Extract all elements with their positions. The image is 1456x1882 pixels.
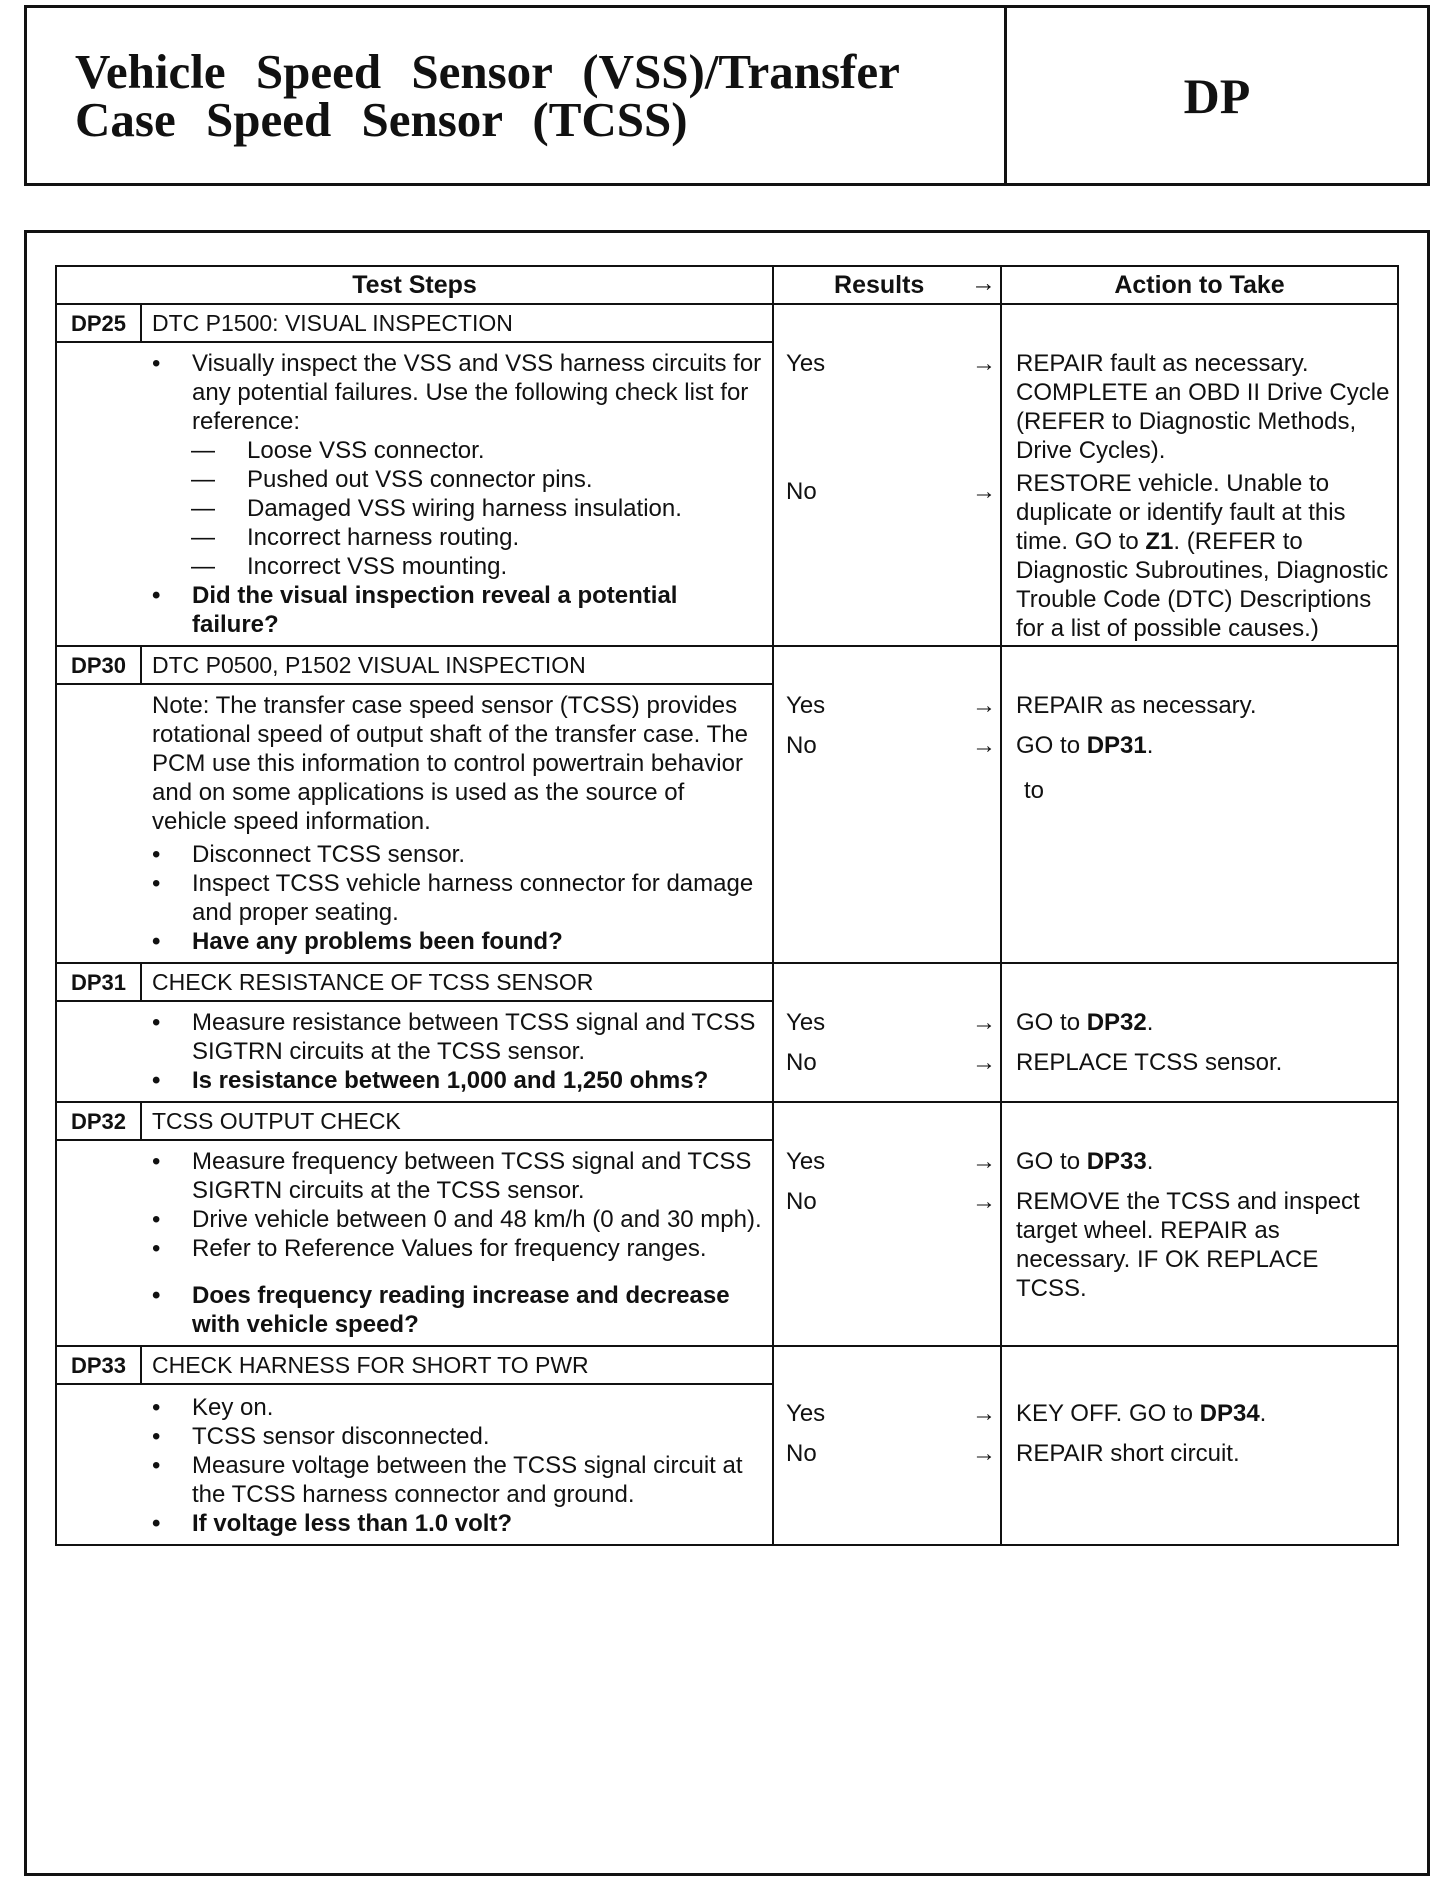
col-header-action: Action to Take bbox=[1001, 266, 1398, 304]
action-cell bbox=[1001, 963, 1398, 1102]
step-code: DP30 bbox=[56, 646, 141, 684]
test-steps-table bbox=[55, 265, 1399, 1546]
arrow-icon: → bbox=[972, 1400, 997, 1427]
step-bullet: • Visually inspect the VSS and VSS harness circuits for any potential failures. Use the following check list for reference: bbox=[57, 349, 764, 436]
arrow-icon: → bbox=[972, 1009, 997, 1036]
arrow-icon: → bbox=[972, 692, 997, 719]
checklist-item: — Pushed out VSS connector pins. bbox=[57, 465, 764, 494]
action-yes: GO to DP33. bbox=[1016, 1148, 1154, 1175]
col-header-results bbox=[773, 266, 1001, 304]
step-description bbox=[56, 1140, 773, 1346]
action-cell bbox=[1001, 1346, 1398, 1545]
step-bullet: • Measure resistance between TCSS signal and TCSS SIGTRN circuits at the TCSS sensor. bbox=[57, 1008, 764, 1066]
col-header-results-label: Results bbox=[834, 270, 925, 299]
page-header bbox=[24, 5, 1430, 186]
step-code: DP25 bbox=[56, 304, 141, 342]
arrow-icon: → bbox=[972, 732, 997, 759]
step-title-row bbox=[56, 1102, 1398, 1140]
result-yes: Yes bbox=[786, 350, 826, 377]
step-description bbox=[56, 1001, 773, 1102]
header-title-cell bbox=[27, 8, 1007, 183]
results-cell bbox=[773, 1102, 1001, 1346]
action-no: REPLACE TCSS sensor. bbox=[1016, 1049, 1283, 1076]
col-header-test-steps: Test Steps bbox=[56, 266, 773, 304]
title-line-1: Vehicle Speed Sensor (VSS)/Transfer bbox=[75, 43, 900, 99]
step-description bbox=[56, 342, 773, 646]
step-title: CHECK HARNESS FOR SHORT TO PWR bbox=[141, 1346, 773, 1384]
section-code: DP bbox=[1183, 67, 1251, 124]
step-title-row bbox=[56, 1346, 1398, 1384]
result-no: No bbox=[786, 1440, 817, 1467]
step-question: • If voltage less than 1.0 volt? bbox=[57, 1509, 764, 1538]
result-yes: Yes bbox=[786, 1009, 826, 1036]
checklist-item: — Incorrect harness routing. bbox=[57, 523, 764, 552]
result-no: No bbox=[786, 1049, 817, 1076]
action-no: REPAIR short circuit. bbox=[1016, 1440, 1240, 1467]
step-question: • Is resistance between 1,000 and 1,250 ohms? bbox=[57, 1066, 764, 1095]
arrow-icon: → bbox=[972, 478, 997, 505]
result-no: No bbox=[786, 732, 817, 759]
step-note: Note: The transfer case speed sensor (TCSS) provides rotational speed of output shaft of the transfer case. The PCM use this information to control powertrain behavior and on some applications is used as the source of vehicle speed information. bbox=[152, 692, 748, 835]
step-bullet: • Measure voltage between the TCSS signal circuit at the TCSS harness connector and ground. bbox=[57, 1451, 764, 1509]
arrow-icon: → bbox=[972, 1188, 997, 1215]
step-bullet: • Drive vehicle between 0 and 48 km/h (0 and 30 mph). bbox=[57, 1205, 764, 1234]
title-line-2: Case Speed Sensor (TCSS) bbox=[75, 91, 688, 147]
step-title: DTC P0500, P1502 VISUAL INSPECTION bbox=[141, 646, 773, 684]
result-yes: Yes bbox=[786, 692, 826, 719]
step-description bbox=[56, 684, 773, 963]
step-bullet: • Disconnect TCSS sensor. bbox=[57, 840, 764, 869]
action-yes: GO to DP32. bbox=[1016, 1009, 1154, 1036]
result-yes: Yes bbox=[786, 1148, 826, 1175]
arrow-icon: → bbox=[972, 1148, 997, 1175]
step-bullet: • Key on. bbox=[57, 1393, 764, 1422]
result-no: No bbox=[786, 478, 817, 505]
action-cell bbox=[1001, 304, 1398, 646]
arrow-icon: → bbox=[971, 269, 997, 297]
action-no: RESTORE vehicle. Unable to duplicate or identify fault at this time. GO to Z1. (REFER to Diagnostic Subroutines, Diagnostic Trouble Code (DTC) Descriptions for a list of possible causes.) bbox=[1016, 470, 1389, 642]
action-extra: to bbox=[1024, 777, 1045, 804]
step-title: CHECK RESISTANCE OF TCSS SENSOR bbox=[141, 963, 773, 1001]
checklist-item: — Incorrect VSS mounting. bbox=[57, 552, 764, 581]
step-title-row bbox=[56, 963, 1398, 1001]
step-title: DTC P1500: VISUAL INSPECTION bbox=[141, 304, 773, 342]
results-cell bbox=[773, 646, 1001, 963]
result-no: No bbox=[786, 1188, 817, 1215]
step-title-row bbox=[56, 304, 1398, 342]
arrow-icon: → bbox=[972, 350, 997, 377]
step-code: DP33 bbox=[56, 1346, 141, 1384]
arrow-icon: → bbox=[972, 1440, 997, 1467]
step-title-row bbox=[56, 646, 1398, 684]
step-question: • Does frequency reading increase and decrease with vehicle speed? bbox=[57, 1281, 764, 1339]
step-bullet: • TCSS sensor disconnected. bbox=[57, 1422, 764, 1451]
step-bullet: • Refer to Reference Values for frequency ranges. bbox=[57, 1234, 764, 1263]
checklist-item: — Damaged VSS wiring harness insulation. bbox=[57, 494, 764, 523]
action-yes: KEY OFF. GO to DP34. bbox=[1016, 1400, 1267, 1427]
results-cell bbox=[773, 963, 1001, 1102]
table-header-row bbox=[56, 266, 1398, 304]
action-cell bbox=[1001, 1102, 1398, 1346]
step-title: TCSS OUTPUT CHECK bbox=[141, 1102, 773, 1140]
page-title bbox=[75, 43, 900, 147]
step-question: • Have any problems been found? bbox=[57, 927, 764, 956]
action-no: REMOVE the TCSS and inspect target wheel. REPAIR as necessary. IF OK REPLACE TCSS. bbox=[1016, 1188, 1360, 1302]
step-description bbox=[56, 1384, 773, 1545]
arrow-icon: → bbox=[972, 1049, 997, 1076]
action-yes: REPAIR as necessary. bbox=[1016, 692, 1257, 719]
results-cell bbox=[773, 1346, 1001, 1545]
action-yes: REPAIR fault as necessary. COMPLETE an OBD II Drive Cycle (REFER to Diagnostic Methods, Drive Cycles). bbox=[1016, 350, 1390, 464]
result-yes: Yes bbox=[786, 1400, 826, 1427]
action-no: GO to DP31. bbox=[1016, 732, 1154, 759]
step-question: • Did the visual inspection reveal a potential failure? bbox=[57, 581, 764, 639]
action-cell bbox=[1001, 646, 1398, 963]
step-code: DP31 bbox=[56, 963, 141, 1001]
checklist-item: — Loose VSS connector. bbox=[57, 436, 764, 465]
step-bullet: • Inspect TCSS vehicle harness connector for damage and proper seating. bbox=[57, 869, 764, 927]
step-bullet: • Measure frequency between TCSS signal and TCSS SIGRTN circuits at the TCSS sensor. bbox=[57, 1147, 764, 1205]
step-code: DP32 bbox=[56, 1102, 141, 1140]
results-cell bbox=[773, 304, 1001, 646]
